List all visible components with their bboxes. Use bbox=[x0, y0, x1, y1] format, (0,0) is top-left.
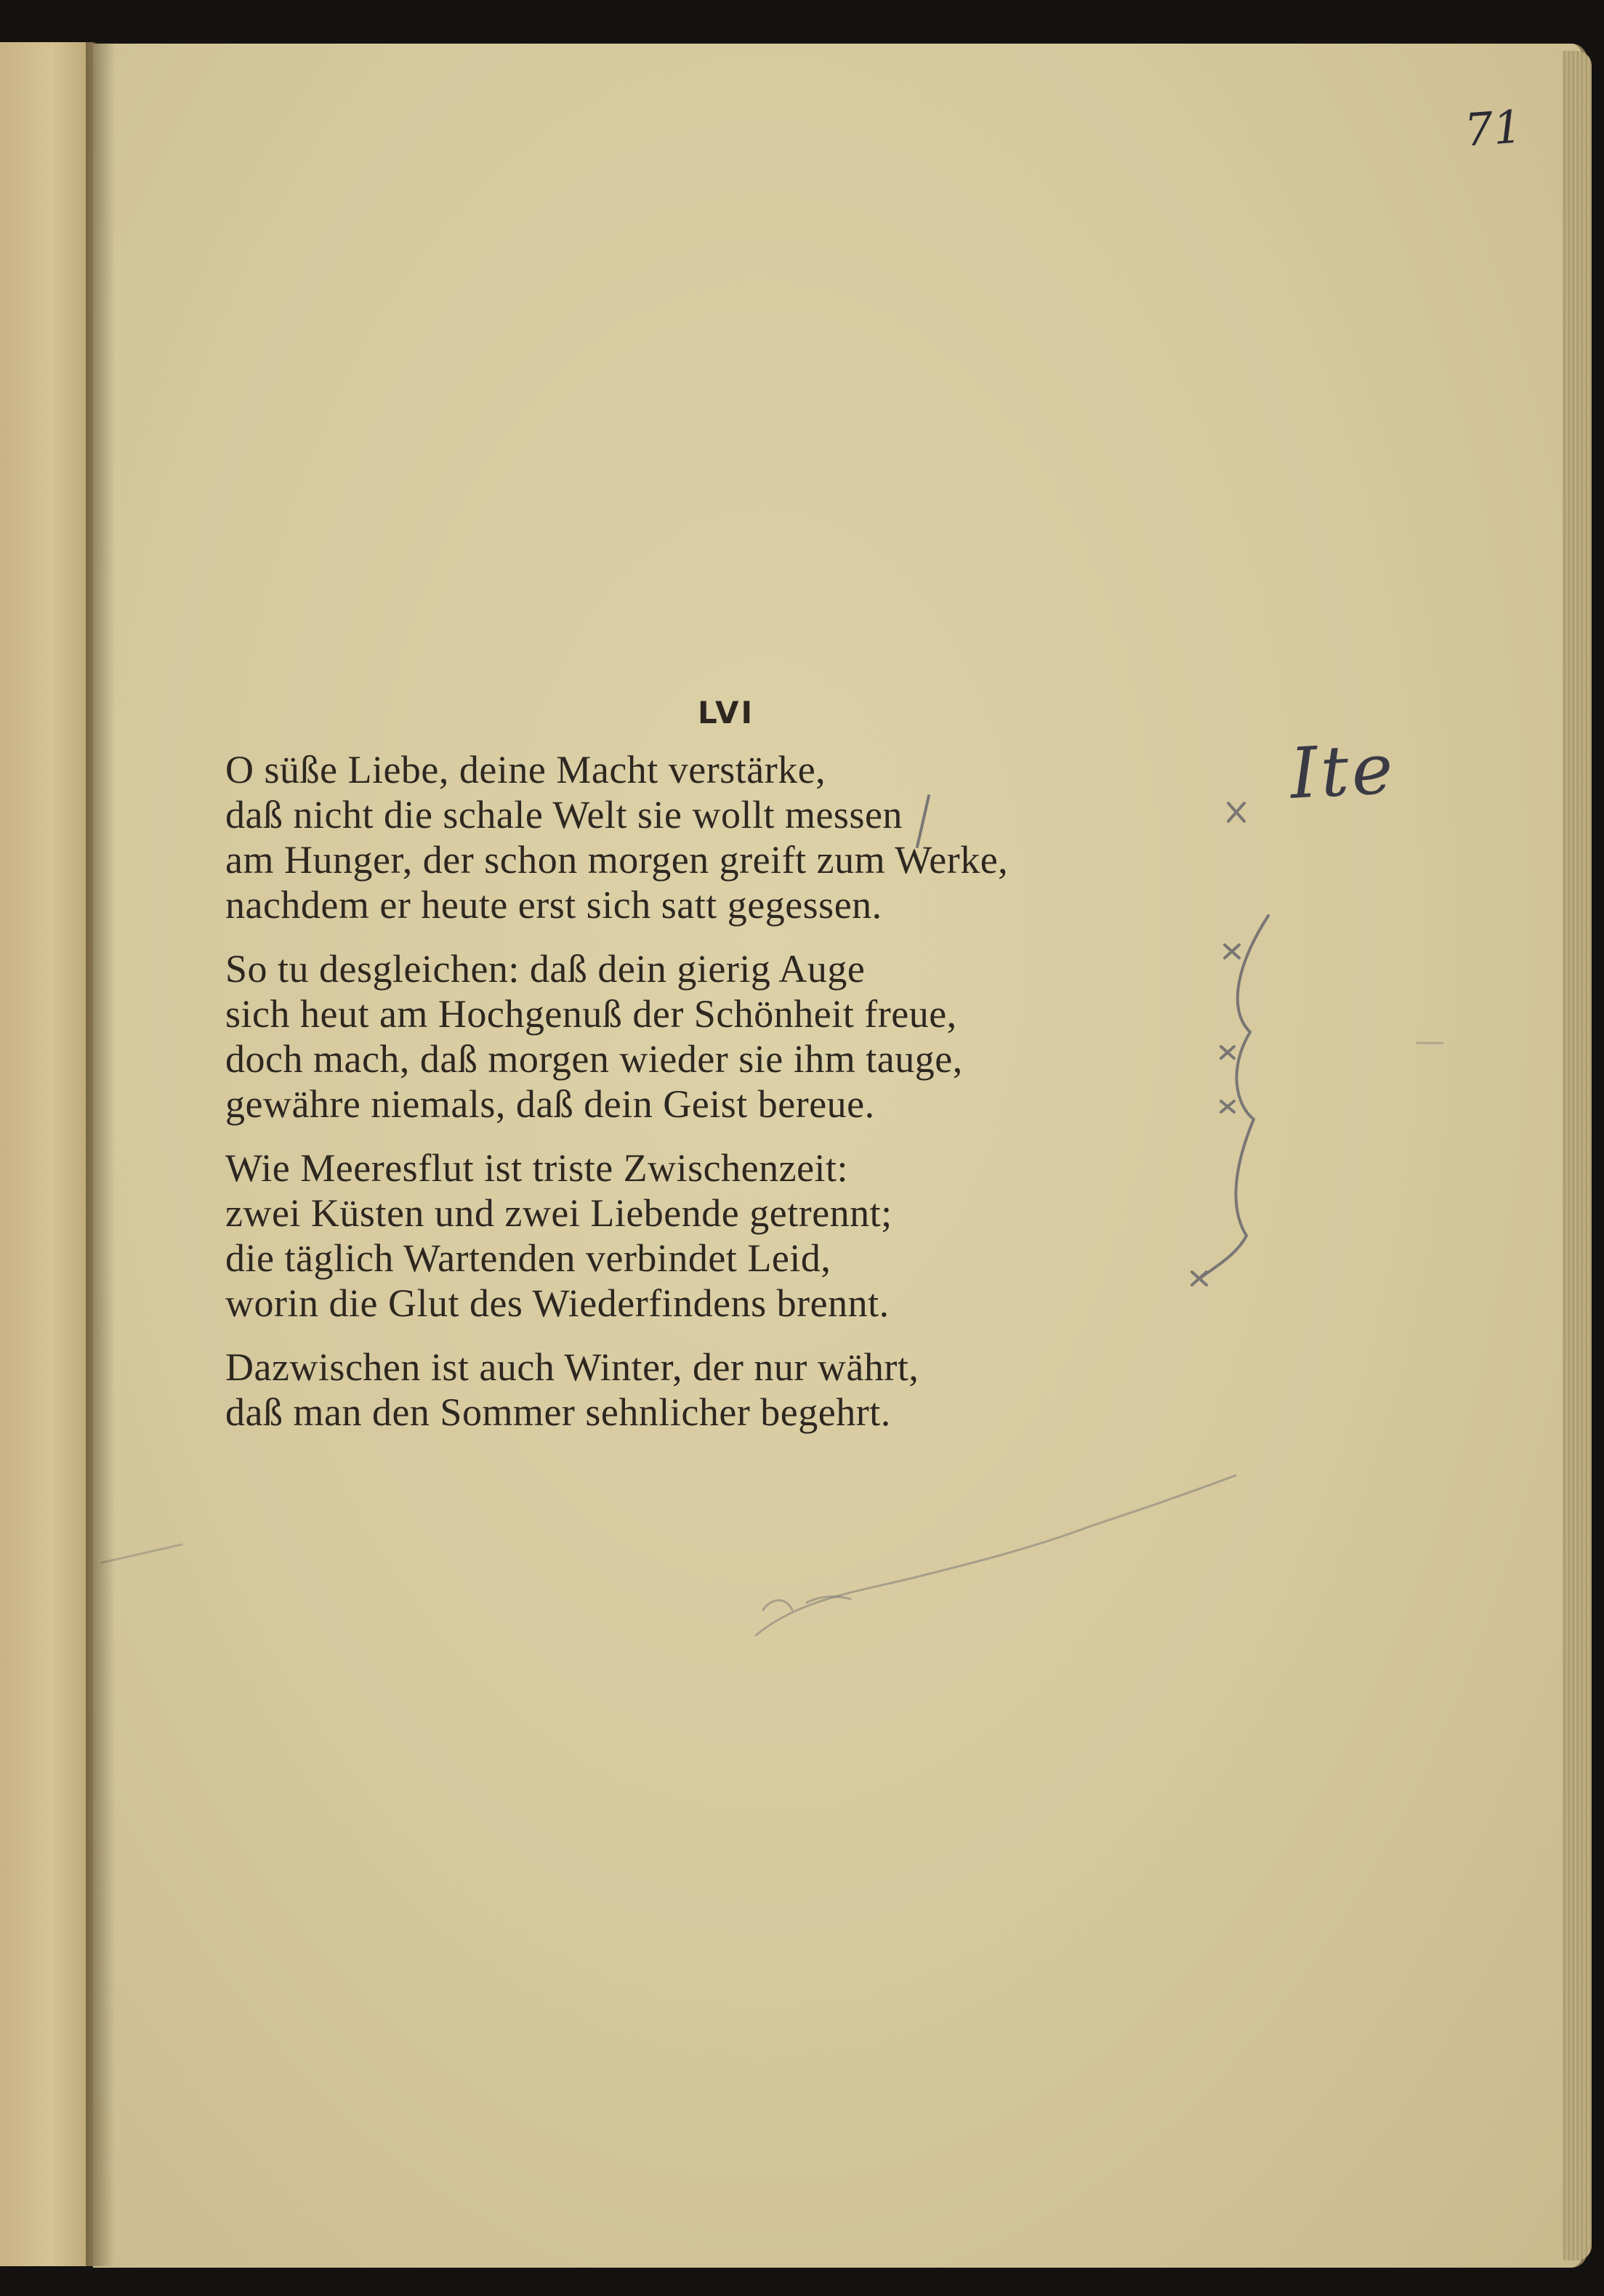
verse-line: Wie Meeresflut ist triste Zwischenzeit: bbox=[225, 1146, 849, 1190]
verse-line: gewähre niemals, daß dein Geist bereue. bbox=[225, 1082, 875, 1126]
stanza-4 bbox=[225, 1345, 1243, 1435]
verse-line: O süße Liebe, deine Macht verstärke, bbox=[225, 748, 826, 791]
verse-line: daß nicht die schale Welt sie wollt messen bbox=[225, 793, 903, 837]
verse-line: Dazwischen ist auch Winter, der nur währt, bbox=[225, 1345, 919, 1389]
verse-line: sich heut am Hochgenuß der Schönheit freue, bbox=[225, 992, 957, 1036]
page-block-edge bbox=[1563, 51, 1592, 2260]
verse-line: zwei Küsten und zwei Liebende getrennt; bbox=[225, 1191, 892, 1235]
verse-line: doch mach, daß morgen wieder sie ihm tauge, bbox=[225, 1037, 963, 1081]
verse-line: daß man den Sommer sehnlicher begehrt. bbox=[225, 1390, 891, 1434]
poem-title: LVI bbox=[698, 695, 755, 730]
verse-line: die täglich Wartenden verbindet Leid, bbox=[225, 1236, 831, 1280]
facing-page-edge bbox=[0, 42, 95, 2266]
verse-line: worin die Glut des Wiederfindens brennt. bbox=[225, 1281, 890, 1325]
stanza-3 bbox=[225, 1145, 1243, 1326]
poem bbox=[225, 690, 1243, 1454]
page-number: 71 bbox=[1462, 100, 1524, 157]
stanza-2 bbox=[225, 946, 1243, 1127]
verse-line: So tu desgleichen: daß dein gierig Auge bbox=[225, 947, 866, 991]
verse-line: am Hunger, der schon morgen greift zum Werke, bbox=[225, 838, 1009, 882]
verse-line: nachdem er heute erst sich satt gegessen. bbox=[225, 883, 882, 927]
stanza-1 bbox=[225, 747, 1243, 927]
gutter-shadow bbox=[86, 42, 115, 2266]
pencil-margin-note: Ite bbox=[1288, 728, 1398, 815]
